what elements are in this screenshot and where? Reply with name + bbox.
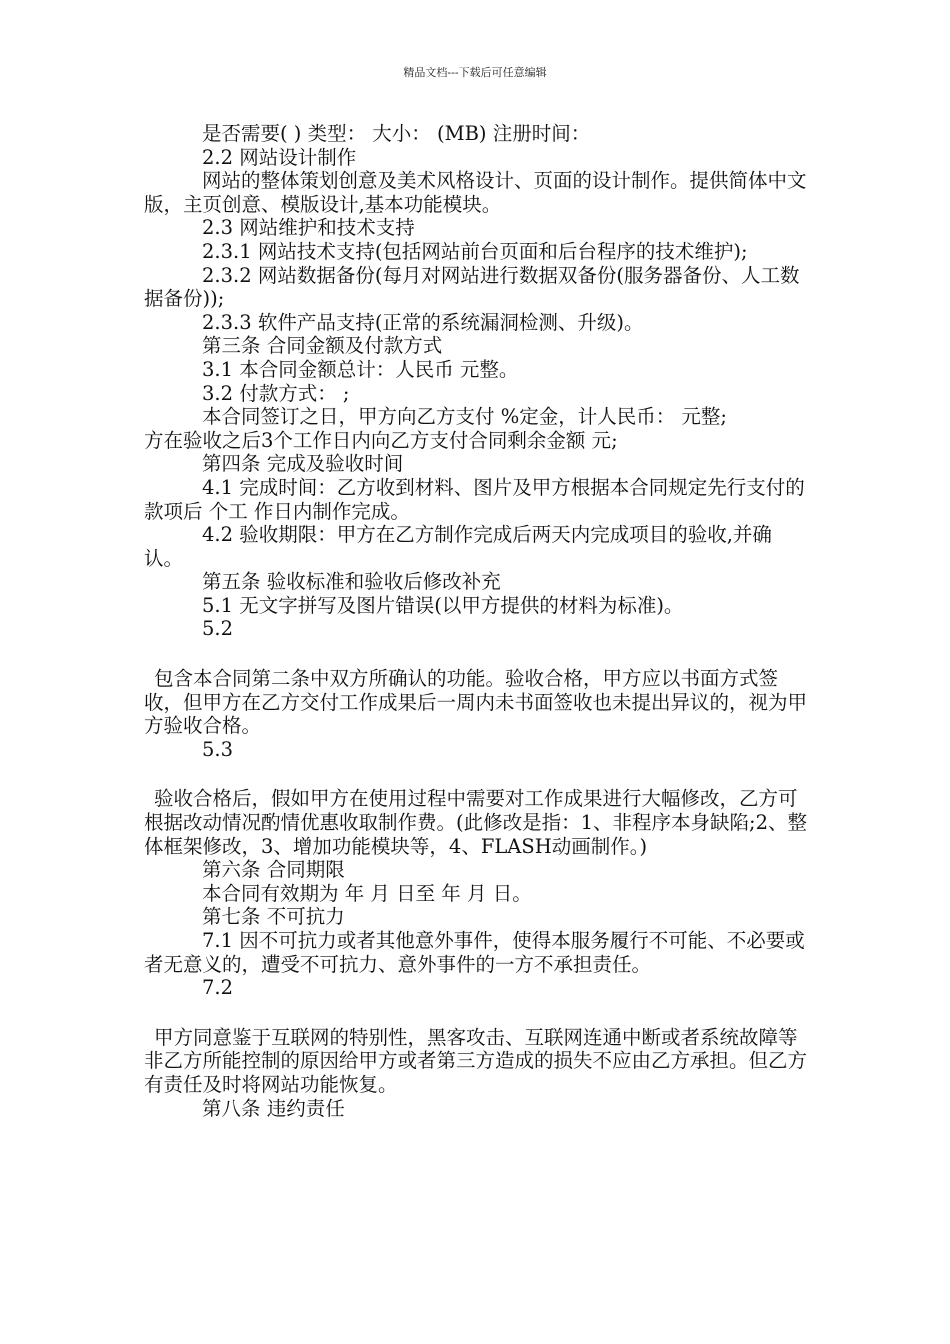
spacer <box>144 1000 808 1026</box>
paragraph-7-1: 7.1 因不可抗力或者其他意外事件，使得本服务履行不可能、不必要或者无意义的，遭受不可抗力、意外事件的一方不承担责任。 <box>144 929 805 976</box>
paragraph-3-1: 3.1 本合同金额总计：人民币 元整。 <box>202 357 519 381</box>
paragraph-deposit: 本合同签订之日，甲方向乙方支付 %定金，计人民币： 元整; <box>202 405 727 429</box>
paragraph-balance: 方在验收之后3个工作日内向乙方支付合同剩余金额 元; <box>144 428 618 452</box>
paragraph-7-2-number: 7.2 <box>202 976 234 1000</box>
paragraph-3-2: 3.2 付款方式： ; <box>202 381 350 405</box>
paragraph-2-3-3: 2.3.3 软件产品支持(正常的系统漏洞检测、升级)。 <box>202 310 644 334</box>
paragraph-4-1: 4.1 完成时间：乙方收到材料、图片及甲方根据本合同规定先行支付的款项后 个工 作日内制作完成。 <box>144 475 805 523</box>
paragraph-5-1: 5.1 无文字拼写及图片错误(以甲方提供的材料为标准)。 <box>202 593 684 617</box>
paragraph-term: 本合同有效期为 年 月 日至 年 月 日。 <box>202 881 532 905</box>
spacer <box>144 641 808 667</box>
paragraph-5-3-number: 5.3 <box>202 737 234 761</box>
paragraph-design-desc: 网站的整体策划创意及美术风格设计、页面的设计制作。提供简体中文版，主页创意、模版设计,基本功能模块。 <box>144 169 807 216</box>
paragraph-registration-info: 是否需要( ) 类型： 大小： (MB) 注册时间： <box>202 122 591 145</box>
article-heading-3: 第三条 合同金额及付款方式 <box>202 334 443 358</box>
paragraph-2-3-2: 2.3.2 网站数据备份(每月对网站进行数据双备份(服务器备份、人工数据备份)); <box>144 263 800 311</box>
paragraph-5-2-number: 5.2 <box>202 617 234 641</box>
section-heading-2-2: 2.2 网站设计制作 <box>202 145 357 169</box>
section-heading-2-3: 2.3 网站维护和技术支持 <box>202 216 415 240</box>
article-heading-4: 第四条 完成及验收时间 <box>202 452 404 476</box>
document-body <box>144 122 808 1120</box>
paragraph-5-3-body: 验收合格后，假如甲方在使用过程中需要对工作成果进行大幅修改，乙方可根据改动情况酌情优惠收取制作费。(此修改是指：1、非程序本身缺陷;2、整体框架修改，3、增加功能模块等，4、FLASH动画制作。) <box>144 787 807 858</box>
article-heading-5: 第五条 验收标准和验收后修改补充 <box>202 570 501 594</box>
spacer <box>144 761 808 787</box>
page-header: 精品文档---下载后可任意编辑 <box>403 66 547 79</box>
article-heading-6: 第六条 合同期限 <box>202 858 345 882</box>
article-heading-7: 第七条 不可抗力 <box>202 905 345 929</box>
paragraph-7-2-body: 甲方同意鉴于互联网的特别性，黑客攻击、互联网连通中断或者系统故障等非乙方所能控制的原因给甲方或者第三方造成的损失不应由乙方承担。但乙方有责任及时将网站功能恢复。 <box>144 1025 808 1096</box>
paragraph-5-2-body: 包含本合同第二条中双方所确认的功能。验收合格，甲方应以书面方式签收，但甲方在乙方交付工作成果后一周内未书面签收也未提出异议的，视为甲方验收合格。 <box>144 667 808 738</box>
paragraph-4-2: 4.2 验收期限：甲方在乙方制作完成后两天内完成项目的验收,并确认。 <box>144 523 772 570</box>
article-heading-8: 第八条 违约责任 <box>202 1096 345 1120</box>
paragraph-2-3-1: 2.3.1 网站技术支持(包括网站前台页面和后台程序的技术维护); <box>202 239 748 263</box>
